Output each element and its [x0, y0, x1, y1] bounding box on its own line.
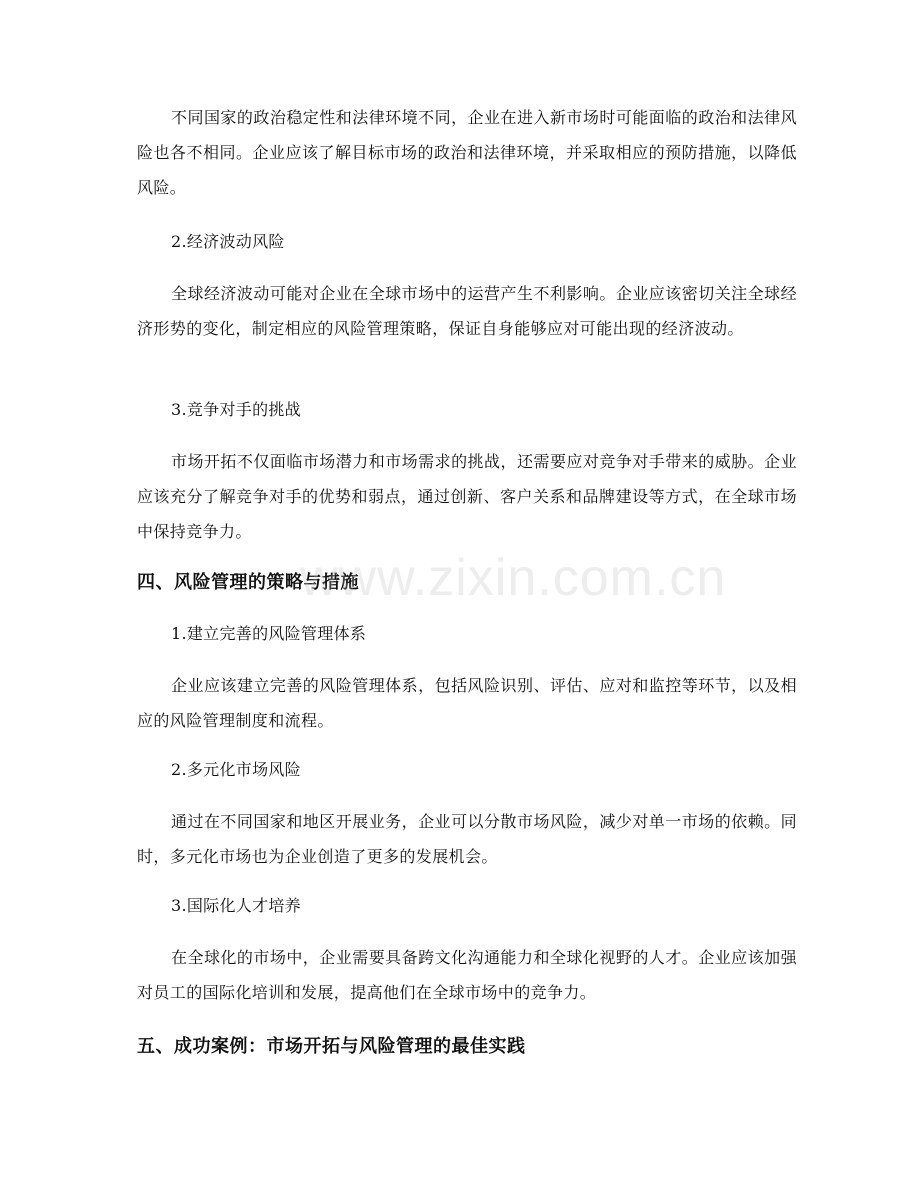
subheading-text: 3.国际化人才培养: [171, 896, 301, 915]
subheading-talent-development: [137, 894, 797, 918]
subheading-text: 2.经济波动风险: [171, 232, 285, 251]
paragraph-talent-development: [137, 940, 797, 1010]
subheading-diversified-market: [137, 758, 797, 782]
paragraph-diversified-market: [137, 804, 797, 874]
section-heading-risk-strategies: [137, 570, 797, 596]
body-text: 不同国家的政治稳定性和法律环境不同，企业在进入新市场时可能面临的政治和法律风险也各不相同。企业应该了解目标市场的政治和法律环境，并采取相应的预防措施，以降低风险。: [137, 108, 797, 197]
subheading-economic-volatility: [137, 230, 797, 254]
subheading-text: 2.多元化市场风险: [171, 760, 301, 779]
subheading-competitor-challenge: [137, 398, 797, 422]
body-text: 市场开拓不仅面临市场潜力和市场需求的挑战，还需要应对竞争对手带来的威胁。企业应该充分了解竞争对手的优势和弱点，通过创新、客户关系和品牌建设等方式，在全球市场中保持竞争力。: [137, 452, 797, 541]
body-text: 通过在不同国家和地区开展业务，企业可以分散市场风险，减少对单一市场的依赖。同时，多元化市场也为企业创造了更多的发展机会。: [137, 812, 797, 866]
paragraph-risk-system: [137, 668, 797, 738]
section-heading-text: 四、风险管理的策略与措施: [137, 572, 359, 593]
subheading-risk-system: [137, 622, 797, 646]
watermark: www.zixin.com.cn: [300, 549, 727, 607]
body-text: 在全球化的市场中，企业需要具备跨文化沟通能力和全球化视野的人才。企业应该加强对员工的国际化培训和发展，提高他们在全球市场中的竞争力。: [137, 948, 797, 1002]
paragraph-economic-volatility: [137, 276, 797, 346]
paragraph-political-legal-risk: [137, 100, 797, 205]
body-text: 企业应该建立完善的风险管理体系，包括风险识别、评估、应对和监控等环节，以及相应的风险管理制度和流程。: [137, 676, 797, 730]
body-text: 全球经济波动可能对企业在全球市场中的运营产生不利影响。企业应该密切关注全球经济形势的变化，制定相应的风险管理策略，保证自身能够应对可能出现的经济波动。: [137, 284, 797, 338]
section-heading-text: 五、成功案例：市场开拓与风险管理的最佳实践: [137, 1036, 526, 1057]
subheading-text: 1.建立完善的风险管理体系: [171, 624, 367, 643]
paragraph-competitor-challenge: [137, 444, 797, 549]
subheading-text: 3.竞争对手的挑战: [171, 400, 301, 419]
section-heading-success-cases: [137, 1034, 797, 1060]
